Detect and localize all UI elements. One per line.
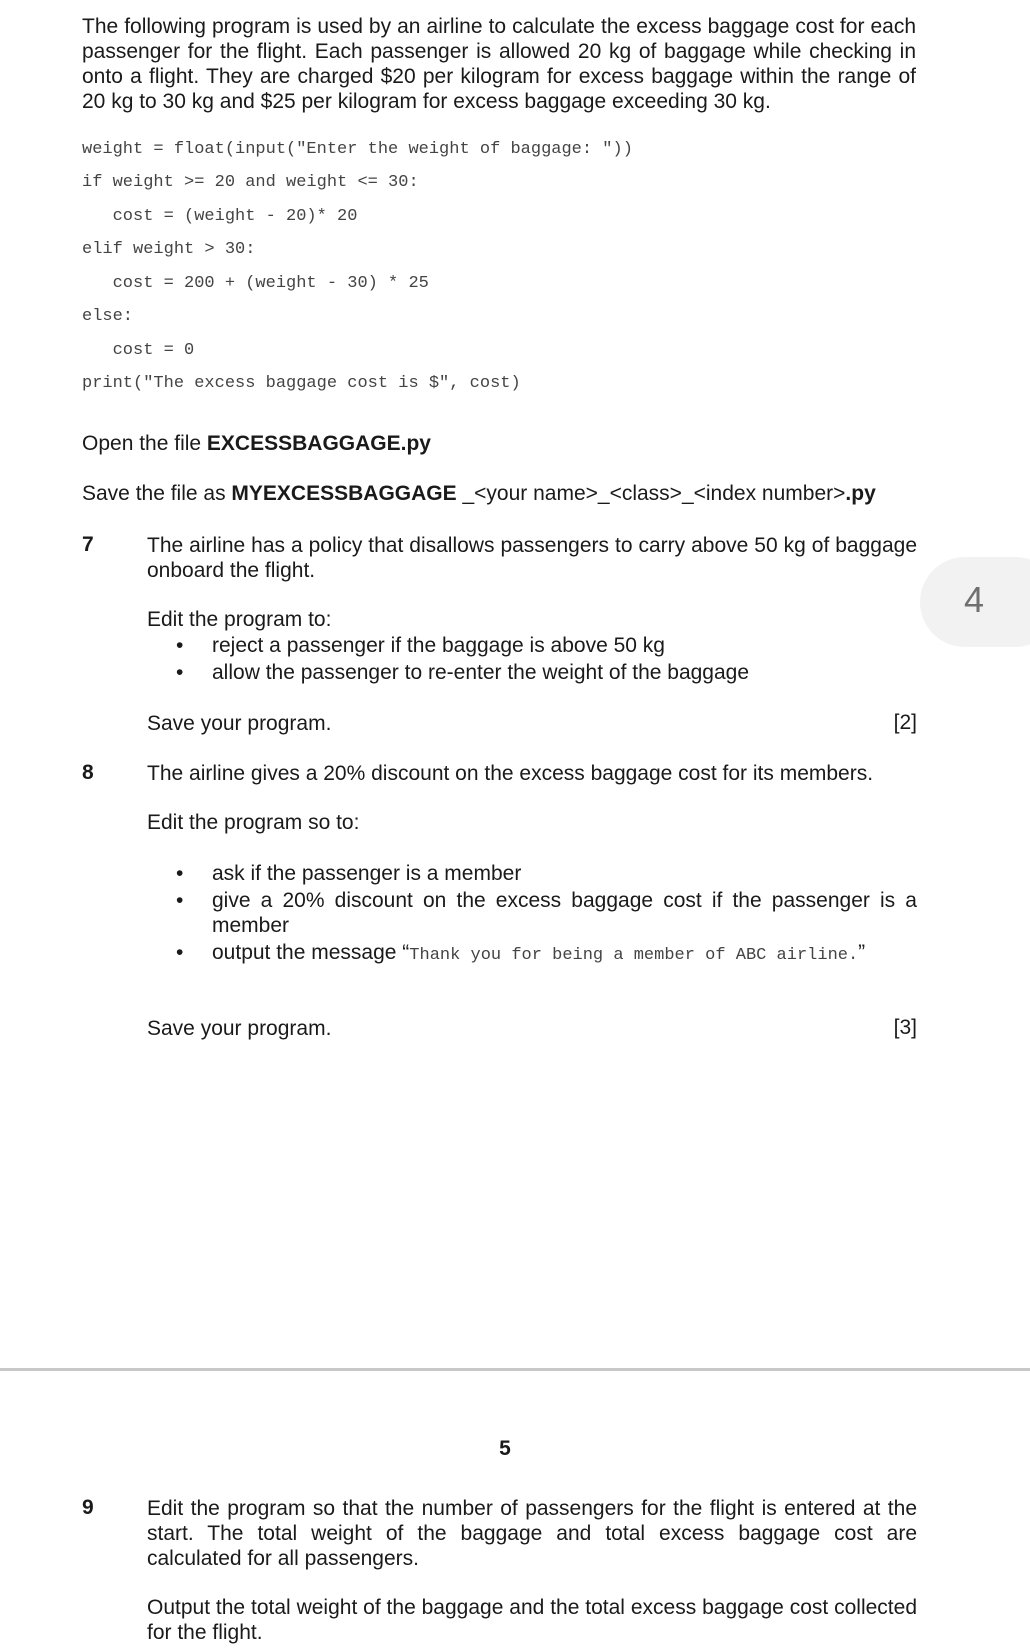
code-line-3: cost = (weight - 20)* 20 [82,207,358,226]
question-8-save: Save your program. [147,1017,332,1040]
code-line-1: weight = float(input("Enter the weight of baggage: ")) [82,140,633,159]
save-file-instruction [82,481,876,506]
question-8-number: 8 [82,761,94,784]
question-7-marks: [2] [893,711,917,734]
open-file-prefix: Open the file [82,432,207,455]
code-line-5: cost = 200 + (weight - 30) * 25 [82,274,429,293]
list-item: • allow the passenger to re-enter the weight of the baggage [176,661,750,684]
question-8-bullets [176,861,917,971]
question-7-text: The airline has a policy that disallows passengers to carry above 50 kg of baggage onboard the flight. [147,534,917,582]
question-9-text: Edit the program so that the number of passengers for the flight is entered at the start. The total weight of the baggage and total excess baggage cost are calculated for all passengers. [147,1497,917,1570]
question-7-bullets [176,633,917,687]
question-9-number: 9 [82,1496,94,1519]
save-file-prefix: Save the file as [82,482,232,505]
side-page-tab [920,557,1030,647]
question-8-edit-intro: Edit the program so to: [147,811,360,834]
save-file-name: MYEXCESSBAGGAGE [231,482,457,505]
code-line-8: print("The excess baggage cost is $", cost) [82,374,521,393]
list-item: • give a 20% discount on the excess baggage cost if the passenger is a member [176,889,917,937]
code-line-2: if weight >= 20 and weight <= 30: [82,173,419,192]
list-item: • output the message “Thank you for being a member of ABC airline.” [176,941,866,965]
output-message: Thank you for being a member of ABC airline. [409,946,859,965]
code-line-4: elif weight > 30: [82,240,256,259]
side-page-tab-number: 4 [964,579,985,620]
question-9-output: Output the total weight of the baggage and the total excess baggage cost collected for the flight. [147,1596,917,1644]
question-7-save: Save your program. [147,712,332,735]
question-7-edit-intro: Edit the program to: [147,608,332,631]
open-file-instruction [82,431,431,456]
question-8-marks: [3] [893,1016,917,1039]
save-file-suffix: _<your name>_<class>_<index number> [456,482,846,505]
code-line-6: else: [82,307,134,326]
list-item: • ask if the passenger is a member [176,862,522,885]
question-8-text: The airline gives a 20% discount on the excess baggage cost for its members. [147,762,874,785]
page-number: 5 [499,1437,511,1460]
code-line-7: cost = 0 [82,341,195,360]
open-file-name: EXCESSBAGGAGE.py [206,432,431,455]
intro-paragraph: The following program is used by an airline to calculate the excess baggage cost for each passenger for the flight. Each passenger is allowed 20 kg of baggage while checking in onto a flight. They are charged $20 per kilogram for excess baggage within the range of 20 kg to 30 kg and $25 per kilogram for excess baggage exceeding 30 kg. [82,15,916,113]
save-file-ext: .py [845,482,876,505]
question-7-number: 7 [82,533,94,556]
list-item: • reject a passenger if the baggage is above 50 kg [176,634,665,657]
page-divider [0,1368,1030,1371]
